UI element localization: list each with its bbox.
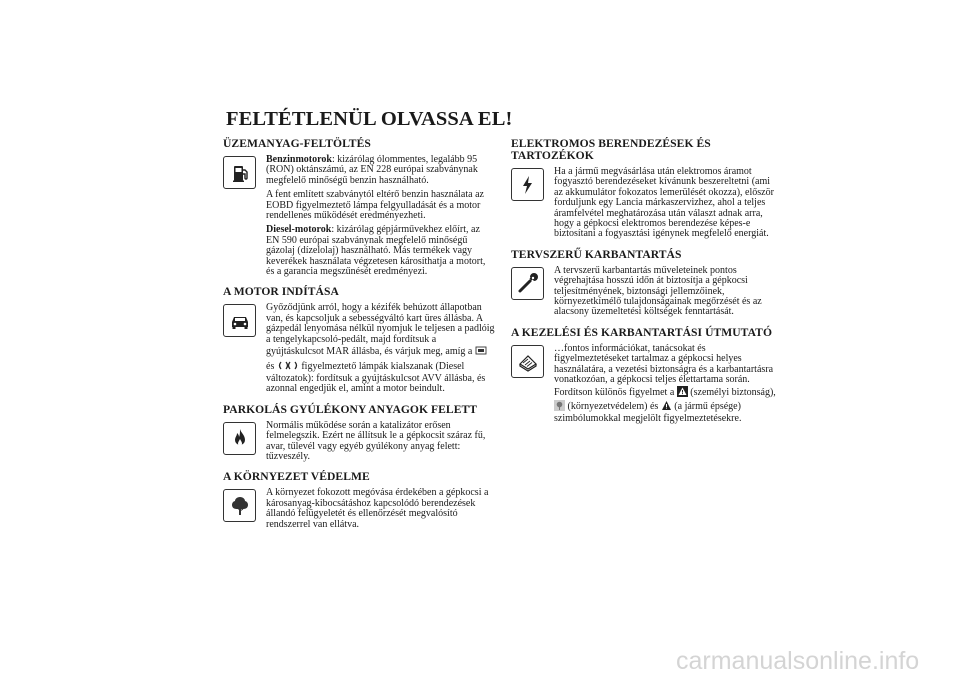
environment-paragraph: A környezet fokozott megóvása érdekében a gépkocsi a károsanyag-kibocsátáshoz kapcsolódó berendezések állandó felügyeletét és ellenőrzését megvalósító rendszerrel van ellátva.	[266, 487, 489, 530]
car-front-icon	[223, 304, 256, 337]
parking-paragraph: Normális működése során a katalizátor erősen felmelegszik. Ezért ne állítsuk le a gépkocsit száraz fű, avar, tűlevél vagy egyéb gyúlékony anyag felett: tűzveszély.	[266, 419, 486, 462]
flame-icon	[223, 422, 256, 455]
section-maintenance	[511, 249, 781, 322]
section-electrical	[511, 138, 781, 244]
section-environment	[223, 471, 495, 534]
section-heading-fuel: ÜZEMANYAG-FELTÖLTÉS	[223, 137, 371, 150]
right-column	[511, 138, 781, 434]
electrical-paragraph: Ha a jármű megvásárlása után elektromos áramot fogyasztó berendezéseket kívánunk beszereltetni (ami az akkumulátor fokozatos lemerülését okozza), először forduljunk egy Lancia márkaszervizhez, ahol a teljes áramfelvétel meghatározása után választ adnak arra, hogy a gépkocsi elektromos berendezése képes-e biztosítani a fogyasztási igénynek megfelelő energiát.	[554, 166, 774, 240]
environment-protection-icon	[554, 400, 565, 414]
personal-safety-icon	[677, 386, 688, 400]
section-heading-maintenance: TERVSZERŰ KARBANTARTÁS	[511, 247, 682, 261]
fuel-paragraph-warning: A fent említett szabványtól eltérő benzin használata az EOBD figyelmeztető lámpa felgyulladását és a motor rendellenes működését eredményezheti.	[266, 189, 484, 222]
tree-icon	[223, 489, 256, 522]
section-heading-electrical: ELEKTROMOS BERENDEZÉSEK ÉS TARTOZÉKOK	[511, 137, 711, 162]
left-column	[223, 138, 495, 539]
section-heading-environment: A KÖRNYEZET VÉDELME	[223, 470, 370, 484]
engine-check-lamp-icon	[475, 345, 487, 359]
section-heading-engine-start: A MOTOR INDÍTÁSA	[223, 285, 339, 299]
section-heading-manual: A KEZELÉSI ÉS KARBANTARTÁSI ÚTMUTATÓ	[511, 325, 773, 339]
book-icon	[511, 345, 544, 378]
maintenance-paragraph: A tervszerű karbantartás műveleteinek pontos végrehajtása hosszú időn át biztosítja a gépkocsi teljesítményének, biztonsági jellemzőinek, környezetkímélő tulajdonságainak megőrzését és az alacsony üzemeltetési költségek fenntartását.	[554, 264, 762, 318]
vehicle-integrity-icon	[661, 400, 672, 414]
fuel-pump-icon	[223, 156, 256, 189]
watermark: carmanualsonline.info	[676, 647, 920, 675]
lightning-icon	[511, 168, 544, 201]
engine-start-paragraph: Győződjünk arról, hogy a kézifék behúzott állapotban van, és kapcsoljuk a sebességváltó kart üres állásba. A gázpedál lenyomása nélkül nyomjuk le teljesen a padlóig a tengelykapcsoló-pedált, majd fordítsuk a gyújtáskulcsot MAR állásba, és várjuk meg, amíg a és figyelmeztető lámpák kialszanak (Diesel változatok): fordítsuk a gyújtáskulcsot AVV állásba, és azonnal engedjük el, amint a motor beindult.	[266, 302, 495, 395]
glow-plug-lamp-icon	[277, 360, 299, 374]
fuel-paragraph-petrol: Benzinmotorok: kizárólag ólommentes, legalább 95 (RON) oktánszámú, az EN 228 európai szabványnak megfelelő minőségű benzin használható.	[266, 154, 478, 186]
section-parking	[223, 404, 495, 467]
manual-paragraph: …fontos információkat, tanácsokat és figyelmeztetéseket tartalmaz a gépkocsi helyes használatára, a vezetési biztonságra és a karbantartásra vonatkozóan, a gépkocsi teljes élettartama során. Fordítson különös figyelmet a (személyi biztonság), (környezetvédelem) és (a jármű épsége) szimbólumokkal megjelölt figyelmeztetésekre.	[554, 342, 776, 425]
section-fuel	[223, 138, 495, 281]
diesel-label: Diesel-motorok	[266, 224, 332, 236]
wrench-icon	[511, 267, 544, 300]
section-manual	[511, 327, 781, 429]
section-engine-start	[223, 286, 495, 398]
section-heading-parking: PARKOLÁS GYÚLÉKONY ANYAGOK FELETT	[223, 402, 478, 416]
petrol-label: Benzinmotorok	[266, 154, 332, 165]
fuel-paragraph-diesel: Diesel-motorok: kizárólag gépjárművekhez előírt, az EN 590 európai szabványnak megfelelő minőségű gázolaj (dízelolaj) használható. Más termékek vagy keverékek használata végzetesen károsíthatja a motort, és a garancia megszűnését eredményezi.	[266, 224, 486, 278]
page-title: FELTÉTLENÜL OLVASSA EL!	[226, 108, 513, 130]
